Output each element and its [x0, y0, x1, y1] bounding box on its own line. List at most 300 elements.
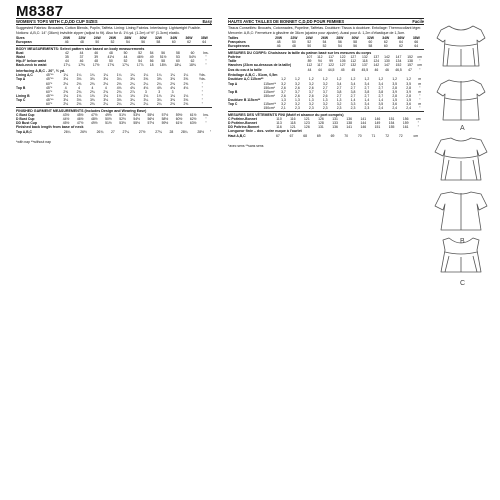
mesures-corps-title: MESURES DU CORPS: Choisissez la taille du patron basé sur les mesures du corps — [228, 49, 424, 55]
view-b-label: B — [460, 238, 465, 245]
unit-cell: " — [205, 55, 207, 60]
row-label: Doublure A,C 115cm** — [228, 77, 264, 82]
value-cell: 18¼ — [174, 63, 182, 68]
size-cell: 62 — [383, 40, 388, 45]
sizes-table — [16, 36, 212, 44]
value-cell: 60½ — [175, 117, 183, 122]
size-cell: 22W — [78, 35, 86, 40]
value-cell: 4 — [64, 85, 67, 90]
size-cell: 34W — [170, 35, 178, 40]
value-cell: 136 — [332, 125, 338, 130]
value-cell: 17¾ — [122, 63, 129, 68]
value-cell: 1,5 — [406, 97, 411, 102]
value-cell: 152 — [395, 63, 402, 68]
value-cell: 1⅛ — [143, 93, 149, 98]
value-cell: 1¼ — [130, 73, 135, 78]
row-label: Bust — [16, 51, 24, 56]
value-cell: 155 — [388, 125, 395, 130]
value-cell: 124 — [373, 59, 380, 64]
value-cell: 45 — [340, 67, 345, 72]
value-cell: 58 — [161, 59, 166, 64]
value-cell: 154 — [388, 121, 395, 126]
size-cell: 54 — [125, 40, 130, 45]
value-cell: 1⅛ — [116, 93, 122, 98]
value-cell: 3,2 — [295, 101, 300, 106]
value-cell: 2,8 — [392, 93, 398, 98]
value-cell: 3,7 — [308, 89, 314, 94]
value-cell: 2¼ — [143, 101, 149, 106]
value-cell: 55½ — [147, 113, 155, 118]
value-cell: 3,2 — [322, 101, 328, 106]
value-cell: 2,4 — [392, 106, 398, 111]
row-label: Top A,B,C — [16, 130, 33, 135]
value-cell: 3,6 — [392, 101, 398, 106]
view-b-back-drawing — [435, 192, 487, 230]
value-cell: 144 — [360, 121, 367, 126]
value-cell: 18⅜ — [189, 63, 196, 68]
value-cell: 51½ — [105, 121, 112, 126]
value-cell: 57½ — [161, 113, 169, 118]
value-cell: 130 — [384, 59, 390, 64]
value-cell: 1,2 — [350, 77, 356, 82]
footnote: *with nap **without nap — [16, 140, 51, 145]
unit-cell: Ins. — [203, 51, 209, 56]
table-row — [16, 63, 212, 67]
value-cell: 27¼ — [122, 130, 130, 135]
value-cell: 63½ — [189, 121, 197, 126]
view-b-front-drawing — [435, 138, 487, 180]
value-cell: 3,5 — [406, 81, 411, 86]
value-cell: 3,9 — [406, 89, 411, 94]
value-cell: 2,7 — [336, 85, 342, 90]
unit-cell: " — [419, 67, 421, 72]
value-cell: 1¼ — [63, 73, 69, 78]
value-cell: 2,7 — [350, 85, 356, 90]
size-cell: 36W — [185, 35, 193, 40]
size-cell: 32W — [154, 35, 162, 40]
row-label: European — [16, 40, 32, 45]
unit-cell: Yds. — [198, 73, 206, 78]
value-cell: 134 — [395, 59, 402, 64]
tailles-table — [228, 36, 424, 48]
value-cell: 17½ — [92, 63, 100, 68]
value-cell: 138 — [407, 59, 413, 64]
value-cell: 2,3 — [336, 106, 342, 111]
value-cell: 55½ — [133, 121, 140, 126]
size-cell: 24W — [305, 35, 313, 40]
value-cell: 126 — [318, 117, 324, 122]
value-cell: 113 — [276, 121, 282, 126]
value-cell: 27¾ — [155, 130, 162, 135]
value-cell: 44 — [123, 55, 128, 60]
value-cell: 3⅛ — [103, 97, 109, 102]
value-cell: 3,2 — [322, 81, 328, 86]
value-cell: 44,5 — [327, 67, 335, 72]
value-cell: 1,4 — [350, 97, 356, 102]
value-cell: 2,6 — [322, 93, 328, 98]
size-cell: 50 — [292, 40, 296, 45]
french-difficulty: Facile — [412, 18, 424, 24]
size-cell: 54 — [322, 40, 327, 45]
value-cell: 3,2 — [308, 101, 314, 106]
size-cell: 64 — [399, 40, 403, 45]
value-cell: 1⅛ — [156, 93, 162, 98]
value-cell: 4⅛ — [116, 85, 122, 90]
value-cell: 58½ — [161, 117, 169, 122]
value-cell: 3,4 — [336, 81, 342, 86]
value-cell: 3⅛ — [63, 77, 69, 82]
value-cell: 47 — [408, 67, 412, 72]
unit-cell: " — [419, 59, 421, 64]
table-row — [228, 68, 424, 72]
table-row — [228, 134, 424, 138]
unit-cell: " — [209, 130, 212, 135]
value-cell: 3,8 — [364, 89, 370, 94]
unit-cell: " — [201, 85, 203, 90]
value-cell: 50 — [108, 59, 113, 64]
row-label: C Poitrine-Bonnet — [228, 117, 257, 122]
value-cell: 59½ — [175, 113, 183, 118]
size-cell: 32W — [366, 35, 374, 40]
value-cell: 18⅛ — [159, 63, 167, 68]
value-cell: 4 — [91, 85, 94, 90]
size-cell: 50 — [95, 40, 100, 45]
metrage-table — [228, 77, 424, 110]
value-cell: 3,3 — [350, 101, 356, 106]
unit-cell: " — [201, 93, 203, 98]
value-cell: 1,2 — [295, 77, 300, 82]
value-cell: 3¼ — [116, 77, 122, 82]
value-cell: 61½ — [175, 121, 183, 126]
width-cell: 115cm** — [263, 101, 277, 106]
unit-cell: " — [419, 85, 421, 90]
value-cell: 3,7 — [281, 89, 286, 94]
size-cell: 22W — [290, 35, 298, 40]
value-cell: 142 — [384, 55, 390, 60]
value-cell: 152 — [407, 55, 413, 60]
value-cell: 1,4 — [378, 97, 384, 102]
row-label: Dos du cou à la taille — [228, 67, 262, 72]
longueur-table — [228, 134, 424, 138]
size-cell: 52 — [322, 44, 327, 49]
value-cell: 44 — [307, 67, 312, 72]
value-cell: 4⅛ — [156, 85, 162, 90]
unit-cell: Ins. — [203, 113, 209, 118]
unit-cell: " — [205, 117, 207, 122]
value-cell: 142 — [373, 63, 380, 68]
row-label: Back-neck to waist — [16, 63, 47, 68]
value-cell: 67 — [289, 134, 294, 139]
size-cell: 54 — [337, 44, 342, 49]
suggested-fabrics: Suggested Fabrics: Brocades, Cotton Blends, Poplin, Taffeta. Lining: Lining Fabrics. Interfacing: Lightweight Fusible. — [16, 26, 201, 31]
value-cell: 51½ — [119, 113, 126, 118]
value-cell: 2¼ — [156, 81, 162, 86]
value-cell: 4 — [104, 85, 107, 90]
row-label: Hip-9" below waist — [16, 59, 47, 64]
size-cell: 62 — [187, 40, 191, 45]
row-label — [228, 106, 264, 110]
value-cell: 53½ — [119, 121, 126, 126]
value-cell: 27 — [110, 130, 115, 135]
value-cell: 137 — [373, 55, 380, 60]
value-cell: 112 — [306, 63, 313, 68]
value-cell: 2⅛ — [63, 101, 69, 106]
value-cell: 52 — [138, 51, 143, 56]
row-label: Doublure B 115cm** — [228, 97, 261, 102]
value-cell: 3⅜ — [170, 77, 175, 82]
row-label: Top B — [228, 89, 238, 94]
unit-cell: cm — [413, 134, 419, 139]
value-cell: 3,7 — [322, 89, 328, 94]
row-label: Top A — [228, 81, 238, 86]
value-cell: 61½ — [189, 113, 197, 118]
value-cell: 3⅜ — [156, 77, 162, 82]
value-cell: 141 — [360, 117, 367, 122]
value-cell: 54½ — [189, 55, 196, 60]
value-cell: 45½ — [76, 113, 84, 118]
mercerie: Mercerie: A,B,C: Fermeture à glissière de 36cm (ajustez pour ajuster). Aussi pour A: 1,2m d'élastique de 1,3cm. — [228, 31, 406, 36]
view-c-label: C — [460, 280, 466, 287]
value-cell: 2¼ — [143, 81, 149, 86]
value-cell: 48 — [94, 59, 99, 64]
value-cell: 127 — [350, 55, 357, 60]
size-cell: 38W — [412, 35, 420, 40]
value-cell: 44 — [317, 67, 322, 72]
width-cell: 45"** — [46, 97, 54, 102]
value-cell: 4⅛ — [170, 85, 175, 90]
value-cell: 105 — [339, 59, 346, 64]
value-cell: 132 — [350, 63, 357, 68]
size-cell: 56 — [141, 40, 146, 45]
value-cell: 2¾ — [116, 89, 122, 94]
value-cell: 1⅛ — [103, 93, 109, 98]
value-cell: 17¼ — [63, 63, 71, 68]
value-cell: 1,5 — [392, 97, 398, 102]
value-cell: 41½ — [107, 55, 115, 60]
value-cell: 2¼ — [130, 81, 135, 86]
value-cell: 4 — [78, 85, 80, 90]
english-header — [16, 18, 212, 25]
value-cell: 2,3 — [322, 106, 328, 111]
value-cell: 3,4 — [378, 81, 384, 86]
value-cell: 62 — [190, 59, 195, 64]
value-cell: 2¼ — [130, 101, 135, 106]
value-cell: 118 — [290, 121, 296, 126]
value-cell: 27½ — [138, 130, 146, 135]
size-cell: 58 — [353, 40, 358, 45]
row-label: Top C — [228, 101, 238, 106]
value-cell: 2¾ — [90, 89, 95, 94]
footnote-fr: *avec sens **sans sens — [228, 144, 264, 149]
value-cell: 70 — [357, 134, 362, 139]
length-table — [16, 130, 212, 134]
table-row — [16, 102, 212, 106]
value-cell: 48 — [108, 51, 113, 56]
row-label: Lining B — [16, 93, 30, 98]
value-cell: 2⅞ — [130, 89, 135, 94]
unit-cell: " — [417, 125, 419, 130]
view-a-label: A — [460, 125, 465, 132]
unit-cell: " — [201, 89, 203, 94]
value-cell: 3⅝ — [183, 77, 189, 82]
table-row — [16, 130, 212, 134]
value-cell: 2⅛ — [76, 81, 82, 86]
value-cell: 46 — [79, 59, 84, 64]
unit-cell: cm — [416, 117, 421, 122]
value-cell: 2¾ — [103, 89, 109, 94]
value-cell: 131 — [318, 125, 324, 130]
row-label: Sizes — [16, 35, 25, 40]
value-cell: 42 — [64, 51, 69, 56]
notions: Notions: A,B,C: 14" (36cm) invisible zipper (adjust to fit). Also for A: 1⅛ yd. (1.2m) of ½" (1.3cm) elastic. — [16, 31, 181, 36]
row-label: DD Poitrine-Bonnet — [228, 125, 260, 130]
table-row — [228, 77, 424, 81]
value-cell: 2,8 — [392, 85, 398, 90]
value-cell: 49½ — [105, 113, 112, 118]
value-cell: 141 — [346, 125, 353, 130]
width-cell: 45"* — [46, 85, 53, 90]
size-cell: 52 — [110, 40, 115, 45]
value-cell: 2¾ — [76, 89, 82, 94]
value-cell: 2,6 — [281, 93, 286, 98]
value-cell: 2¼ — [156, 101, 162, 106]
value-cell: 50 — [123, 51, 128, 56]
value-cell: 4⅛ — [143, 85, 149, 90]
value-cell: 26¼ — [63, 130, 71, 135]
value-cell: 1,3 — [281, 97, 286, 102]
value-cell: 3,8 — [378, 89, 384, 94]
value-cell: 136 — [346, 117, 353, 122]
row-label: Top C — [16, 97, 26, 102]
unit-cell: " — [419, 106, 421, 111]
unit-cell: " — [205, 63, 207, 68]
value-cell: 151 — [374, 125, 381, 130]
value-cell: 117 — [328, 55, 334, 60]
value-cell: 2,8 — [406, 93, 411, 98]
value-cell: 54 — [149, 51, 154, 56]
value-cell: 2,7 — [350, 93, 356, 98]
value-cell: 2⅛ — [116, 81, 122, 86]
row-label — [16, 102, 46, 106]
body-measurements-table — [16, 51, 212, 67]
value-cell: 2,7 — [322, 85, 328, 90]
value-cell: 2,7 — [336, 93, 342, 98]
value-cell: 3⅛ — [90, 77, 95, 82]
length-title: Finished back length from base of neck — [16, 125, 84, 130]
value-cell: 3,2 — [295, 81, 300, 86]
width-cell: 150cm* — [263, 106, 275, 111]
value-cell: 1⅛ — [76, 93, 82, 98]
value-cell: 72 — [398, 134, 403, 139]
spacer-cell — [46, 40, 59, 44]
value-cell: 1,2 — [406, 77, 411, 82]
value-cell: 3,8 — [350, 89, 356, 94]
row-label: Top B — [16, 85, 26, 90]
value-cell: 121 — [304, 117, 310, 122]
size-cell: 56 — [353, 44, 358, 49]
size-cell: 20W — [275, 35, 283, 40]
value-cell: 94 — [317, 59, 322, 64]
value-cell: 110 — [276, 117, 282, 122]
value-cell: 2,3 — [308, 106, 314, 111]
size-cell: 46 — [64, 40, 69, 45]
value-cell: 3 — [144, 89, 147, 94]
unit-cell: " — [201, 101, 203, 106]
value-cell: 1,2 — [336, 77, 342, 82]
size-cell: 48 — [276, 40, 281, 45]
value-cell: 118 — [362, 59, 368, 64]
value-cell: 1,2 — [364, 77, 370, 82]
value-cell: 3⅛ — [76, 97, 82, 102]
value-cell: 2,1 — [281, 106, 286, 111]
value-cell: 1¼ — [90, 73, 95, 78]
value-cell: 2,3 — [295, 106, 300, 111]
row-label: Hanches (23cm au-dessous de la taille) — [228, 63, 292, 68]
longueur-title: Longueur finie – dos. votre nuque à l'ourlet — [228, 129, 302, 134]
value-cell: 1,2 — [281, 77, 286, 82]
value-cell: 45 — [351, 67, 356, 72]
value-cell: 17⅞ — [136, 63, 144, 68]
value-cell: 2,7 — [364, 85, 370, 90]
value-cell: 3⅜ — [170, 97, 175, 102]
value-cell: 3⅜ — [143, 77, 149, 82]
value-cell: 69 — [316, 134, 321, 139]
value-cell: 46½ — [136, 55, 144, 60]
value-cell: 56 — [149, 59, 154, 64]
value-cell: 28¼ — [180, 130, 188, 135]
value-cell: 60 — [190, 51, 195, 56]
english-column — [16, 18, 212, 144]
value-cell: 3⅛ — [63, 97, 69, 102]
value-cell: 2,4 — [378, 106, 384, 111]
value-cell: 54 — [138, 59, 143, 64]
value-cell: 126 — [304, 125, 310, 130]
value-cell: 2⅛ — [63, 81, 69, 86]
value-cell: 156 — [402, 117, 409, 122]
row-label: Européennes — [228, 44, 250, 49]
value-cell: 157 — [407, 63, 413, 68]
row-label: Tailles — [228, 35, 239, 40]
value-cell: 3 — [171, 89, 174, 94]
size-cell: 60 — [171, 40, 176, 45]
row-label: D Poitrine-Bonnet — [228, 121, 257, 126]
value-cell: 3⅜ — [183, 97, 189, 102]
european-row — [16, 40, 212, 44]
value-cell: 3,4 — [350, 81, 356, 86]
value-cell: 68 — [303, 134, 308, 139]
value-cell: 1⅛ — [170, 93, 175, 98]
value-cell: 56½ — [147, 117, 155, 122]
value-cell: 45,5 — [361, 67, 369, 72]
value-cell: 54½ — [133, 117, 140, 122]
value-cell: 2,6 — [295, 85, 300, 90]
value-cell: 51½ — [159, 55, 167, 60]
value-cell: 2,6 — [308, 85, 314, 90]
value-cell: 1,3 — [322, 97, 328, 102]
value-cell: 2,4 — [406, 106, 411, 111]
value-cell: 3⅜ — [130, 77, 135, 82]
value-cell: 1⅛ — [183, 93, 189, 98]
finished-measurements-table — [16, 113, 212, 125]
french-title: HAUTS AVEC TAILLES DE BONNET C,D,DD POUR FEMMES — [228, 18, 345, 24]
row-label: Waist — [16, 55, 25, 60]
value-cell: 2¼ — [116, 101, 122, 106]
value-cell: 146 — [360, 125, 367, 130]
width-cell: 45"** — [46, 73, 54, 78]
value-cell: 3,2 — [281, 81, 286, 86]
width-cell: 115cm** — [263, 81, 277, 86]
value-cell: 2,8 — [406, 85, 411, 90]
